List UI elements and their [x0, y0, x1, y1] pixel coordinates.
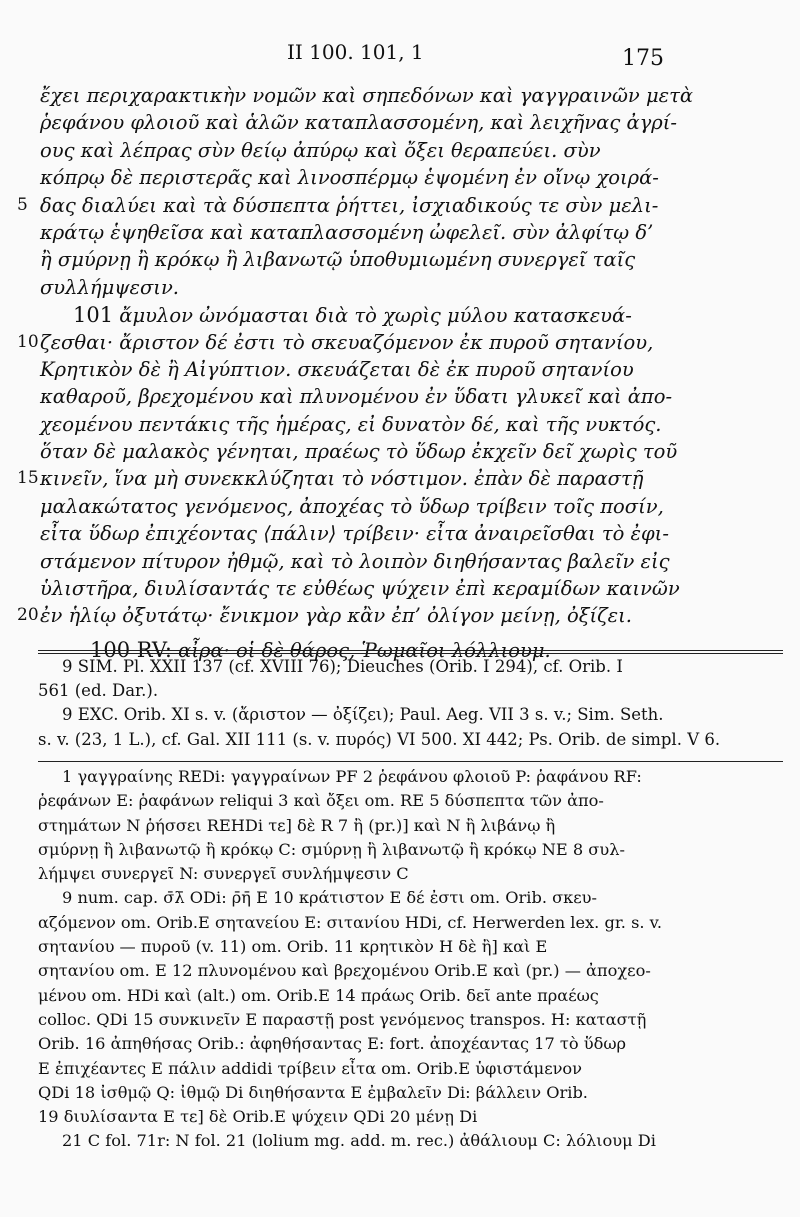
line-text: ἔχει περιχαρακτικὴν νομῶν καὶ σηπεδόνων καὶ γαγγραινῶν μετὰ — [40, 84, 694, 107]
text-line — [0, 84, 800, 111]
line-text: Κρητικὸν δὲ ἢ Αἰγύπτιον. σκευάζεται δὲ ἐκ πυροῦ σητανίου — [40, 357, 634, 381]
text-line — [0, 139, 800, 166]
line-text: ὅταν δὲ μαλακὸς γένηται, πραέως τὸ ὕδωρ ἐκχεῖν δεῖ χωρὶς τοῦ — [40, 440, 678, 464]
text-line — [0, 276, 800, 303]
apparatus-line: σμύρνῃ ἢ λιβανωτῷ ἢ κρόκῳ C: σμύρνῃ ἢ λιβανωτῷ ἢ κρόκῳ NE 8 συλ- — [38, 839, 625, 859]
line-text: 101 ἄμυλον ὠνόμασται διὰ τὸ χωρὶς μύλου κατασκευά- — [73, 303, 632, 328]
line-text: κινεῖν, ἵνα μὴ συνεκκλύζηται τὸ νόστιμον. ἐπὰν δὲ παραστῇ — [40, 467, 644, 491]
text-line — [0, 577, 800, 604]
line-text: ἐν ἡλίῳ ὀξυτάτῳ· ἔνικμον γὰρ κἂν ἐπ’ ὀλίγον μείνῃ, ὀξίζει. — [40, 604, 632, 628]
line-text: ῥεφάνου φλοιοῦ καὶ ἁλῶν καταπλασσομένη, καὶ λειχῆνας ἀγρί- — [40, 111, 677, 135]
text-line — [0, 303, 800, 330]
apparatus-line: E ἐπιχέαντες E πάλιν addidi τρίβειν εἶτα om. Orib.E ὑφιστάμενον — [38, 1058, 583, 1078]
apparatus-line: QDi 18 ἰσθμῷ Q: ἰθμῷ Di διηθήσαντα E ἐμβαλεῖν Di: βάλλειν Orib. — [38, 1082, 588, 1102]
line-text: κόπρῳ δὲ περιστερᾶς καὶ λινοσπέρμῳ ἑψομένη ἐν οἴνῳ χοιρά- — [40, 166, 659, 190]
source-line: 9 EXC. Orib. XI s. v. (ἄριστον — ὀξίζει); Paul. Aeg. VII 3 s. v.; Sim. Seth. — [62, 705, 664, 725]
line-number: 15 — [17, 468, 39, 489]
text-line — [0, 550, 800, 577]
separator-rule — [38, 761, 783, 762]
page-header — [0, 38, 800, 78]
running-head: II 100. 101, 1 — [287, 40, 424, 64]
text-line — [0, 194, 800, 221]
line-text: κράτῳ ἑψηθεῖσα καὶ καταπλασσομένη ὠφελεῖ. σὺν ἀλφίτῳ δ’ — [40, 220, 654, 244]
text-line — [0, 440, 800, 467]
source-line: 9 SIM. Pl. XXII 137 (cf. XVIII 76); Dieuches (Orib. I 294), cf. Orib. I — [62, 657, 623, 676]
apparatus-line: σητανίου — πυροῦ (v. 11) om. Orib. 11 κρητικὸν H δὲ ἢ] καὶ E — [38, 937, 548, 957]
separator-rule — [38, 653, 783, 654]
apparatus-line: 1 γαγγραίνης REDi: γαγγραίνων PF 2 ῥεφάνου φλοιοῦ P: ῥαφάνου RF: — [62, 767, 642, 786]
apparatus-line: μένου om. HDi καὶ (alt.) om. Orib.E 14 πράως Orib. δεῖ ante πραέως — [38, 985, 599, 1005]
apparatus-line: 19 διυλίσαντα E τε] δὲ Orib.E ψύχειν QDi 20 μένῃ Di — [38, 1107, 478, 1127]
apparatus-line: στημάτων N ῥήσσει REHDi τε] δὲ R 7 ἢ (pr.)] καὶ N ἢ λιβάνῳ ἢ — [38, 815, 556, 835]
line-text: 100 RV: αἶρα· οἱ δὲ θάρος, Ῥωμαῖοι λόλλιουμ. — [90, 637, 551, 662]
text-line — [0, 604, 800, 631]
text-line — [0, 221, 800, 248]
apparatus-line: 21 C fol. 71r: N fol. 21 (lolium mg. add. m. rec.) ἀθάλιουμ C: λόλιουμ Di — [62, 1131, 656, 1151]
apparatus-line: 9 num. cap. σ̄λ̄ ODi: ρ̄η̄ E 10 κράτιστον E δέ ἐστι om. Orib. σκευ- — [62, 888, 597, 908]
line-text: εἶτα ὕδωρ ἐπιχέοντας ⟨πάλιν⟩ τρίβειν· εἶτα ἀναιρεῖσθαι τὸ ἐφι- — [40, 522, 669, 546]
text-line — [0, 385, 800, 412]
sources-apparatus — [38, 657, 783, 754]
text-line — [0, 111, 800, 138]
line-text: χεομένου πεντάκις τῆς ἡμέρας, εἰ δυνατὸν δέ, καὶ τῆς νυκτός. — [40, 412, 662, 436]
critical-apparatus — [38, 767, 783, 1156]
line-text: στάμενον πίτυρον ἠθμῷ, καὶ τὸ λοιπὸν διηθήσαντας βαλεῖν εἰς — [40, 549, 670, 573]
line-text: συλλήμψεσιν. — [40, 275, 180, 299]
apparatus-line: σητανίου om. E 12 πλυνομένου καὶ βρεχομένου Orib.E καὶ (pr.) — ἀποχεο- — [38, 961, 651, 981]
source-line: s. v. (23, 1 L.), cf. Gal. XII 111 (s. v. πυρός) VI 500. XI 442; Ps. Orib. de simpl. V 6. — [38, 729, 721, 749]
text-line — [0, 166, 800, 193]
line-text: καθαροῦ, βρεχομένου καὶ πλυνομένου ἐν ὕδατι γλυκεῖ καὶ ἀπο- — [40, 385, 673, 409]
page-number: 175 — [622, 46, 664, 71]
text-line — [0, 522, 800, 549]
apparatus-line: λήμψει συνεργεῖ N: συνεργεῖ συνλήμψεσιν C — [38, 864, 409, 884]
main-text — [0, 84, 800, 665]
line-number: 5 — [17, 194, 28, 215]
apparatus-line: colloc. QDi 15 συνκινεῖν E παραστῇ post γενόμενος transpos. H: καταστῇ — [38, 1009, 647, 1029]
text-line — [0, 467, 800, 494]
line-text: ους καὶ λέπρας σὺν θείῳ ἀπύρῳ καὶ ὄξει θεραπεύει. σὺν — [40, 138, 601, 162]
source-line: 561 (ed. Dar.). — [38, 681, 159, 701]
text-line — [0, 495, 800, 522]
text-line — [0, 358, 800, 385]
separator-rule — [38, 650, 783, 651]
text-line — [0, 248, 800, 275]
line-text: ζεσθαι· ἄριστον δέ ἐστι τὸ σκευαζόμενον ἐκ πυροῦ σητανίου, — [40, 330, 654, 354]
apparatus-line: αζόμενον om. Orib.E σηταvείου E: σιτανίου HDi, cf. Herwerden lex. gr. s. v. — [38, 912, 663, 932]
apparatus-line: ῥεφάνων E: ῥαφάνων reliqui 3 καὶ ὄξει om. RE 5 δύσπεπτα τῶν ἀπο- — [38, 791, 604, 811]
text-line — [0, 413, 800, 440]
line-text: ἢ σμύρνῃ ἢ κρόκῳ ἢ λιβανωτῷ ὑποθυμιωμένη συνεργεῖ ταῖς — [40, 248, 636, 272]
apparatus-line: Orib. 16 ἀπηθήσας Orib.: ἀφηθήσαντας E: fort. ἀποχέαντας 17 τὸ ὕδωρ — [38, 1034, 627, 1054]
line-text: δας διαλύει καὶ τὰ δύσπεπτα ῥήττει, ἰσχιαδικούς τε σὺν μελι- — [40, 193, 659, 217]
line-text: μαλακώτατος γενόμενος, ἀποχέας τὸ ὕδωρ τρίβειν τοῖς ποσίν, — [40, 494, 664, 518]
text-line — [0, 331, 800, 358]
line-number: 20 — [17, 605, 39, 626]
line-number: 10 — [17, 331, 39, 352]
line-text: ὑλιστῆρα, διυλίσαντάς τε εὐθέως ψύχειν ἐπὶ κεραμίδων καινῶν — [40, 577, 680, 601]
